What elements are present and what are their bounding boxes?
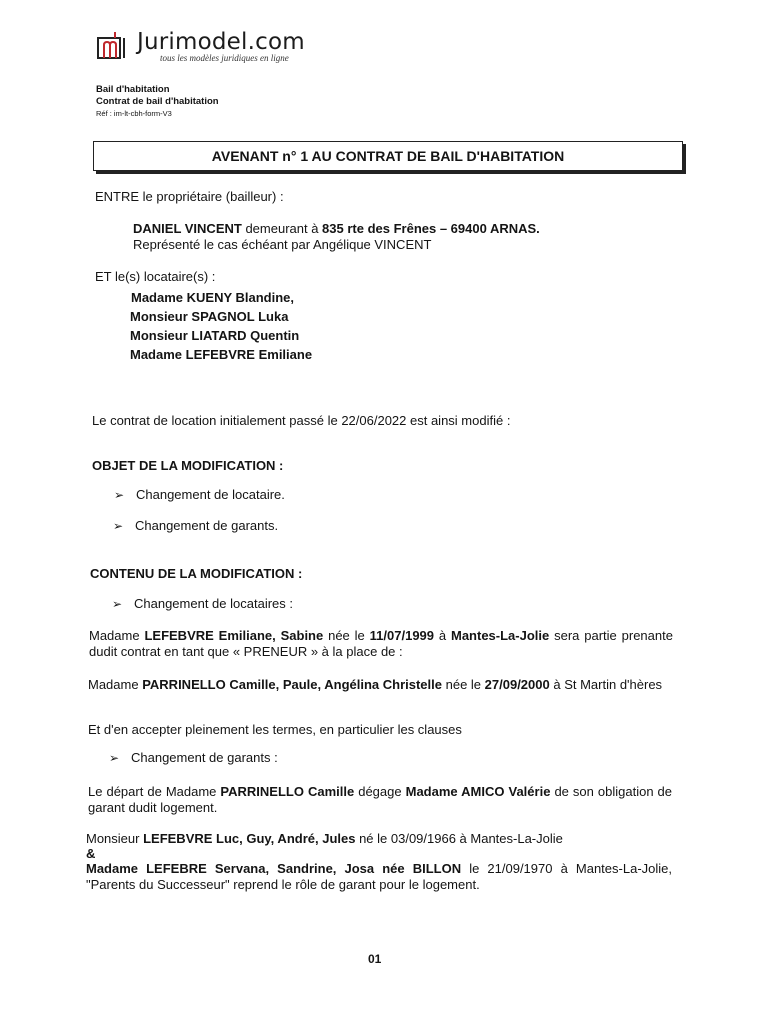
text-run: dégage [354,784,406,799]
text-run: à [434,628,451,643]
arrow-bullet-icon: ➢ [112,597,123,611]
tenants-intro: ET le(s) locataire(s) : [95,269,216,284]
text-run: sera partie prenante dudit contrat en tant que « PRENEUR » à la place de : [89,628,673,659]
text-run: né le 03/09/1966 à Mantes-La-Jolie [355,831,563,846]
doc-name: Contrat de bail d'habitation [96,96,219,107]
owner-name: DANIEL VINCENT [133,221,242,236]
contenu-item-label: Changement de garants : [131,750,278,765]
document-title-text: AVENANT n° 1 AU CONTRAT DE BAIL D'HABITATION [211,148,565,164]
text-run: Le départ de Madame [88,784,221,799]
paragraph-new-guarantor-1 [86,831,563,847]
text-run: Madame AMICO Valérie [405,784,551,799]
contenu-heading: CONTENU DE LA MODIFICATION : [90,566,303,581]
ampersand: & [86,846,96,861]
arrow-bullet-icon: ➢ [114,488,125,502]
owner-intro: ENTRE le propriétaire (bailleur) : [95,189,284,204]
text-run: LEFEBVRE Emiliane, Sabine [144,628,324,643]
tenant-item: Monsieur LIATARD Quentin [130,328,300,343]
objet-item-label: Changement de locataire. [136,487,285,502]
logo-tagline: tous les modèles juridiques en ligne [160,53,289,63]
text-run: à St Martin d'hères [549,677,663,692]
objet-heading: OBJET DE LA MODIFICATION : [92,458,284,473]
paragraph-guarantor-release [88,784,672,816]
contenu-item [112,596,293,612]
owner-address: 835 rte des Frênes – 69400 ARNAS. [322,221,540,236]
tenant-item: Madame LEFEBVRE Emiliane [130,347,313,362]
page-number: 01 [368,952,382,966]
text-run: Mantes-La-Jolie [450,628,550,643]
paragraph-accept-terms: Et d'en accepter pleinement les termes, en particulier les clauses [88,722,462,737]
text-run: PARRINELLO Camille, Paule, Angélina Christelle [142,677,442,692]
text-run: Madame [89,628,145,643]
paragraph-new-tenant [89,628,673,660]
text-run: Madame LEFEBRE Servana, Sandrine, Josa née BILLON [86,861,462,876]
text-run: le 21/09/1970 à Mantes-La-Jolie, "Parents du Successeur" reprend le rôle de garant pour le logement. [86,861,672,892]
text-run: LEFEBVRE Luc, Guy, André, Jules [143,831,356,846]
objet-item [113,518,278,534]
text-run: née le [442,677,485,692]
paragraph-new-guarantor-2 [86,861,672,893]
objet-item [114,487,285,503]
paragraph-old-tenant [88,677,678,693]
logo-text: Jurimodel.com [137,29,305,55]
contenu-item [109,750,278,766]
text-run: PARRINELLO Camille [220,784,355,799]
owner-representative: Représenté le cas échéant par Angélique VINCENT [133,237,432,252]
doc-ref: Réf : im-lt-cbh-form-V3 [96,109,172,118]
arrow-bullet-icon: ➢ [113,519,124,533]
owner-mid: demeurant à [241,221,323,236]
contract-line: Le contrat de location initialement passé le 22/06/2022 est ainsi modifié : [92,413,511,428]
tenant-item: Madame KUENY Blandine, [131,290,295,305]
tenant-item: Monsieur SPAGNOL Luka [130,309,289,324]
text-run: Madame [88,677,143,692]
text-run: de son obligation de garant dudit logement. [88,784,673,815]
text-run: née le [323,628,370,643]
text-run: Monsieur [86,831,144,846]
contenu-item-label: Changement de locataires : [134,596,293,611]
owner-line [133,221,540,237]
text-run: 11/07/1999 [369,628,435,643]
jurimodel-logo-icon [97,32,131,60]
objet-item-label: Changement de garants. [135,518,279,533]
doc-category: Bail d'habitation [96,84,170,95]
arrow-bullet-icon: ➢ [109,751,120,765]
document-title [93,141,683,171]
text-run: 27/09/2000 [484,677,550,692]
